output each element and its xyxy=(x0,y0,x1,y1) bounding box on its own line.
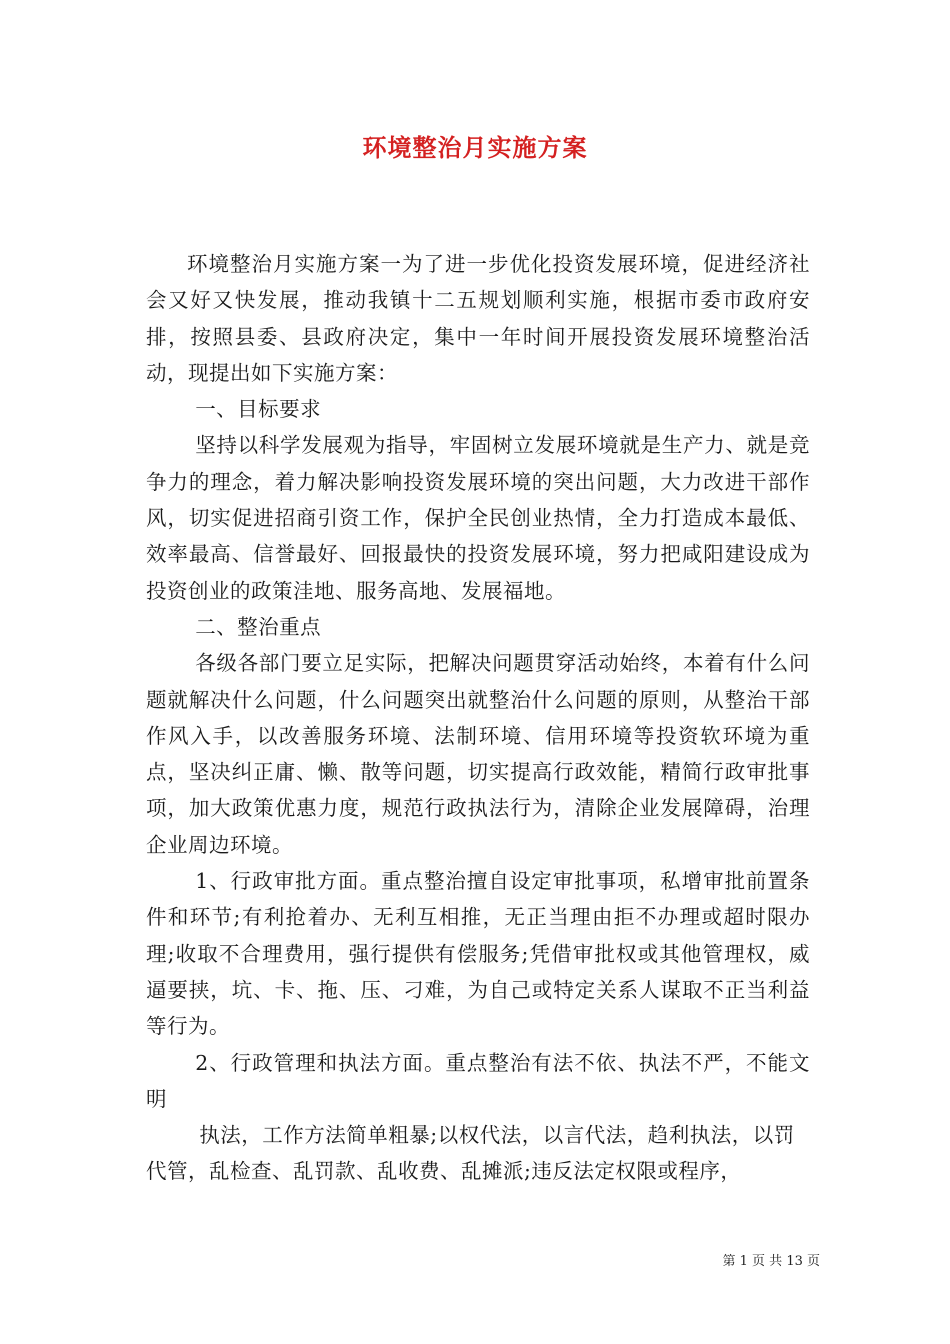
page-number: 第 1 页 共 13 页 xyxy=(722,1254,820,1269)
document-body xyxy=(146,246,810,1190)
paragraph-enforcement-continued: 执法，工作方法简单粗暴;以权代法，以言代法，趋利执法，以罚代管，乱检查、乱罚款、乱收费、乱摊派;违反法定权限或程序， xyxy=(146,1123,795,1184)
paragraph-focus: 各级各部门要立足实际，把解决问题贯穿活动始终，本着有什么问题就解决什么问题，什么问题突出就整治什么问题的原则，从整治干部作风入手，以改善服务环境、法制环境、信用环境等投资软环境为重点，坚决纠正庸、懒、散等问题，切实提高行政效能，精简行政审批事项，加大政策优惠力度，规范行政执法行为，清除企业发展障碍，治理企业周边环境。 xyxy=(146,651,810,857)
paragraph-goals: 坚持以科学发展观为指导，牢固树立发展环境就是生产力、就是竞争力的理念，着力解决影响投资发展环境的突出问题，大力改进干部作风，切实促进招商引资工作，保护全民创业热情，全力打造成本最低、效率最高、信誉最好、回报最快的投资发展环境，努力把咸阳建设成为投资创业的政策洼地、服务高地、发展福地。 xyxy=(146,433,810,603)
heading-focus: 二、整治重点 xyxy=(195,614,322,639)
paragraph-intro: 环境整治月实施方案一为了进一步优化投资发展环境，促进经济社会又好又快发展，推动我镇十二五规划顺利实施，根据市委市政府安排，按照县委、县政府决定，集中一年时间开展投资发展环境整治活动，现提出如下实施方案： xyxy=(146,252,810,385)
heading-goals: 一、目标要求 xyxy=(195,397,322,422)
document-title: 环境整治月实施方案 xyxy=(362,133,588,162)
paragraph-approval: 1、行政审批方面。重点整治擅自设定审批事项，私增审批前置条件和环节;有利抢着办、无利互相推，无正当理由拒不办理或超时限办理;收取不合理费用，强行提供有偿服务;凭借审批权或其他管理权，威逼要挟，坑、卡、拖、压、刁难，为自己或特定关系人谋取不正当利益等行为。 xyxy=(146,869,810,1039)
paragraph-enforcement: 2、行政管理和执法方面。重点整治有法不依、执法不严，不能文明 xyxy=(146,1050,810,1111)
